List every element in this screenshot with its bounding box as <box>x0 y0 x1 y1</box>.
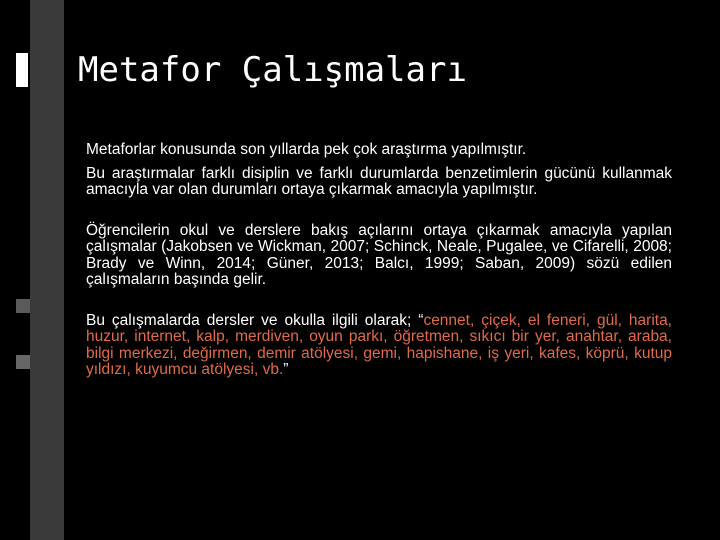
paragraph-intro: Metaforlar konusunda son yıllarda pek çok araştırma yapılmıştır. <box>86 141 527 158</box>
slide-title: Metafor Çalışmaları <box>78 50 467 90</box>
title-marker <box>16 53 28 87</box>
paragraph-purpose: Bu araştırmalar farklı disiplin ve farklı durumlarda benzetimlerin gücünü kullanmak amacıyla var olan durumları ortaya çıkarmak amacıyla yapılmıştır. <box>86 164 672 198</box>
bar-accent-upper <box>16 299 30 313</box>
metaphors-list: cennet, çiçek, el feneri, gül, harita, huzur, internet, kalp, merdiven, oyun parkı, öğretmen, sıkıcı bir yer, anahtar, araba, bilgi merkezi, değirmen, demir atölyesi, gemi, hapishane, iş yeri, kafes, köprü, kutup yıldızı, kuyumcu atölyesi, vb. <box>86 311 672 378</box>
left-decorative-bar <box>30 0 64 540</box>
bar-accent-lower <box>16 355 30 369</box>
slide-body <box>86 142 672 379</box>
paragraph-studies: Öğrencilerin okul ve derslere bakış açılarını ortaya çıkarmak amacıyla yapılan çalışmalar (Jakobsen ve Wickman, 2007; Schinck, Neale, Pugalee, ve Cifarelli, 2008; Brady ve Winn, 2014; Güner, 2013; Balcı, 1999; Saban, 2009) sözü edilen çalışmaların başında gelir. <box>86 221 672 288</box>
metaphors-close-quote: ” <box>283 361 289 378</box>
paragraph-metaphors <box>86 313 672 379</box>
metaphors-lead: Bu çalışmalarda dersler ve okulla ilgili olarak; “ <box>86 311 424 329</box>
